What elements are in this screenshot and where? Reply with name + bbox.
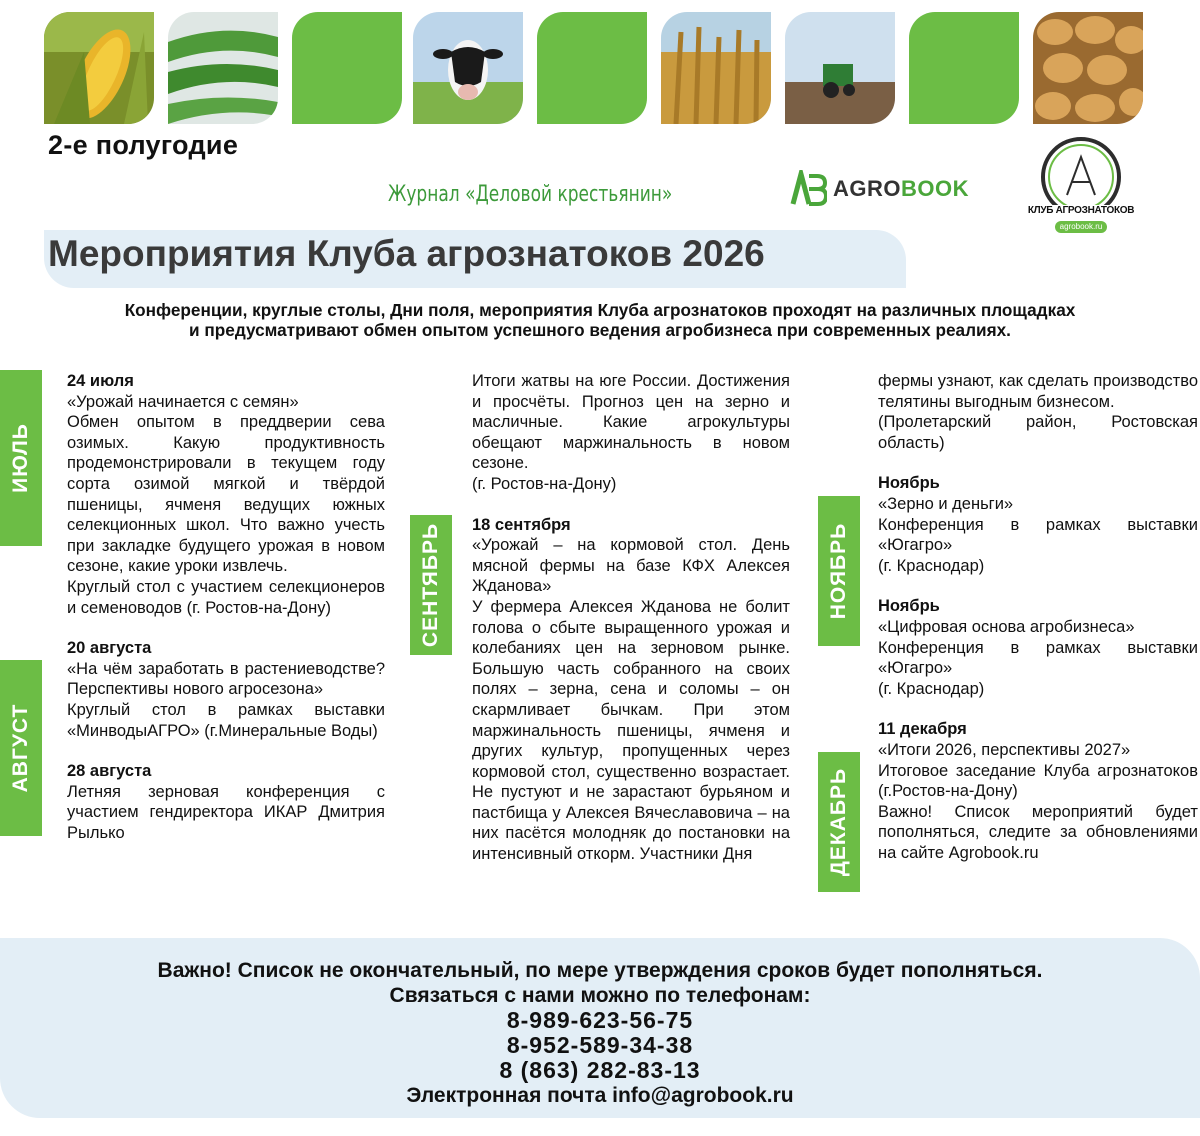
cow-photo <box>413 12 523 124</box>
event-date: 28 августа <box>67 762 152 781</box>
agrobook-logo[interactable] <box>787 170 969 208</box>
month-label-august: АВГУСТ <box>9 703 32 793</box>
tractor-photo <box>785 12 895 124</box>
intro-line-2: и предусматривают обмен опытом успешного ведения агробизнеса при современных реалиях. <box>189 320 1011 340</box>
event-format: Круглый стол в рамках выставки «МинводыАГРО» (г.Минеральные Воды) <box>67 700 385 740</box>
half-year-label: 2-е полугодие <box>48 130 239 160</box>
seedlings-photo <box>168 12 278 124</box>
event-text: У фермера Алексея Жданова не болит голова о сбыте выращенного урожая и колебаниях цен на зерновом рынке. Большую часть собранного на своих полях – зерна, сена и соломы – он скармливает бычкам. При этом маржинальность пшеницы, ячменя и других культур, пропущенных через кормовой стол, существенно возрастает. Не пустуют и не зарастают бурьяном и пастбища у Алексея Вячеславовича – на них пасётся молодняк до постановки на интенсивный откорм. Участники Дня <box>472 597 790 864</box>
event-date: 24 июля <box>67 372 134 390</box>
event-place: (г. Ростов-на-Дону) <box>472 474 617 493</box>
event-title: «На чём заработать в растениеводстве? Перспективы нового агросезона» <box>67 659 385 699</box>
footer-note: Важно! Список не окончательный, по мере утверждения сроков будет пополняться. <box>157 959 1043 982</box>
month-tab-november <box>818 496 860 646</box>
event-date: Ноябрь <box>878 597 940 616</box>
event-date: 18 сентября <box>472 515 571 534</box>
month-tab-july <box>0 370 42 546</box>
footer-contact-label: Связаться с нами можно по телефонам: <box>389 984 811 1007</box>
event-format: Круглый стол с участием селекционеров и семеноводов (г. Ростов-на-Дону) <box>67 577 385 617</box>
event-text: Итоговое заседание Клуба агрознатоков (г.Ростов-на-Дону) <box>878 761 1198 801</box>
wheat-photo <box>661 12 771 124</box>
event-text: Конференция в рамках выставки «Югагро» <box>878 515 1198 555</box>
event-date: 11 декабря <box>878 720 967 739</box>
month-label-july: ИЮЛЬ <box>9 423 32 493</box>
month-label-november: НОЯБРЬ <box>827 522 850 620</box>
potato-photo <box>1033 12 1143 124</box>
event-text: Обмен опытом в преддверии сева озимых. Какую продуктивность продемонстрировали в текущем году сорта озимой мягкой и твёрдой пшеницы, ячменя ведущих южных селекционных школ. Что важно учесть при закладке будущего урожая в новом сезоне, какие уроки извлечь. <box>67 413 385 576</box>
journal-title: Журнал «Деловой крестьянин» <box>388 182 673 207</box>
event-title: «Цифровая основа агробизнеса» <box>878 617 1135 636</box>
club-logo <box>1025 137 1137 237</box>
event-title: «Итоги 2026, перспективы 2027» <box>878 740 1131 759</box>
event-date: 20 августа <box>67 639 152 658</box>
agrobook-brand-right: BOOK <box>901 176 969 201</box>
email-link[interactable]: Электронная почта info@agrobook.ru <box>406 1084 794 1107</box>
event-text: Летняя зерновая конференция с участием гендиректора ИКАР Дмитрия Рылько <box>67 782 385 842</box>
intro-line-1: Конференции, круглые столы, Дни поля, мероприятия Клуба агрознатоков проходят на различных площадках <box>124 300 1076 320</box>
event-note: Важно! Список мероприятий будет пополняться, следите за обновлениями на сайте Agrobook.ru <box>878 802 1198 862</box>
event-title: «Зерно и деньги» <box>878 494 1014 513</box>
intro <box>0 300 1200 340</box>
agrobook-brand-left: AGRO <box>833 176 901 201</box>
event-title: «Урожай начинается с семян» <box>67 392 299 411</box>
month-tab-august <box>0 660 42 836</box>
event-date: Ноябрь <box>878 474 940 493</box>
event-text: Конференция в рамках выставки «Югагро» <box>878 638 1198 678</box>
event-text: Итоги жатвы на юге России. Достижения и просчёты. Прогноз цен на зерно и масличные. Какие агрокультуры обещают маржинальность в новом сезоне. <box>472 372 790 473</box>
green-tile <box>909 12 1019 124</box>
contacts-footer <box>0 938 1200 1118</box>
green-tile <box>292 12 402 124</box>
phone-link[interactable]: 8-952-589-34-38 <box>506 1032 694 1058</box>
corn-photo <box>44 12 154 124</box>
page-title: Мероприятия Клуба агрознатоков 2026 <box>48 233 765 274</box>
phone-link[interactable]: 8 (863) 282-83-13 <box>499 1057 701 1083</box>
event-place: (Пролетарский район, Ростовская область) <box>878 413 1198 452</box>
agrobook-wordmark <box>833 176 969 202</box>
month-tab-september <box>410 515 452 655</box>
events-column-3 <box>878 371 1198 863</box>
events-column-1 <box>67 371 385 843</box>
event-place: (г. Краснодар) <box>878 679 985 698</box>
month-tab-december <box>818 752 860 892</box>
club-logo-site: agrobook.ru <box>1059 222 1103 231</box>
events-column-2 <box>472 371 790 865</box>
phone-link[interactable]: 8-989-623-56-75 <box>506 1007 694 1033</box>
event-title: «Урожай – на кормовой стол. День мясной фермы на базе КФХ Алексея Жданова» <box>472 536 790 596</box>
agrobook-icon <box>787 170 827 208</box>
club-logo-name: КЛУБ АГРОЗНАТОКОВ <box>1027 205 1135 216</box>
month-label-december: ДЕКАБРЬ <box>827 767 850 877</box>
event-text: фермы узнают, как сделать производство телятины выгодным бизнесом. <box>878 372 1198 411</box>
green-tile <box>537 12 647 124</box>
event-place: (г. Краснодар) <box>878 556 985 575</box>
month-label-september: СЕНТЯБРЬ <box>419 522 442 648</box>
